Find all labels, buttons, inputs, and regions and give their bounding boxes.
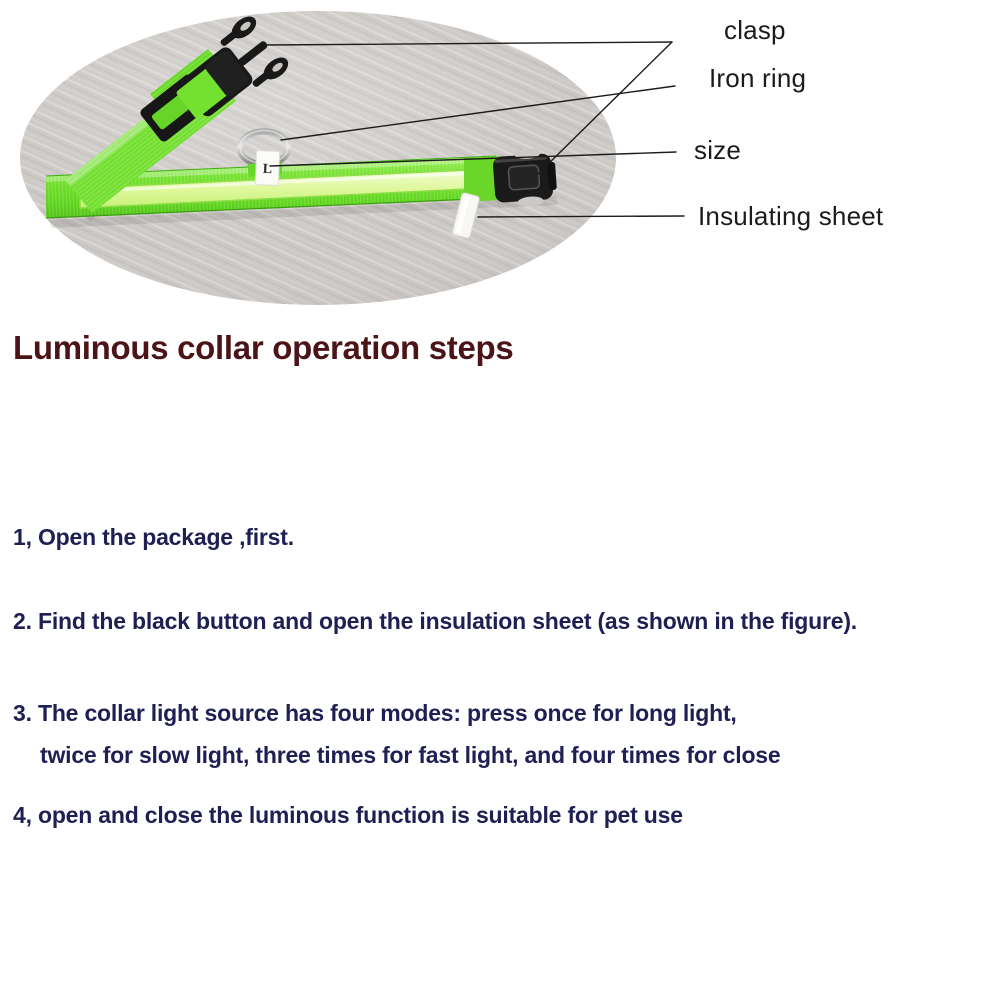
step-3-line-1: 3. The collar light source has four modes: press once for long light, xyxy=(13,700,737,726)
size-tag xyxy=(255,151,279,186)
step-4: 4, open and close the luminous function is suitable for pet use xyxy=(13,802,683,828)
product-photo-section xyxy=(0,0,1000,330)
step-1: 1, Open the package ,first. xyxy=(13,524,294,550)
step-3-line-2: twice for slow light, three times for fast light, and four times for close xyxy=(40,742,781,768)
label-insulating-sheet: Insulating sheet xyxy=(698,201,884,231)
page-title: Luminous collar operation steps xyxy=(13,329,514,366)
size-tag-letter: L xyxy=(262,161,273,178)
product-photo xyxy=(0,0,1000,330)
label-clasp: clasp xyxy=(724,15,786,45)
step-3 xyxy=(13,692,780,776)
label-iron-ring: Iron ring xyxy=(709,63,807,93)
buckle-button xyxy=(508,165,540,190)
leader-line-insulating-sheet xyxy=(478,216,684,217)
label-size: size xyxy=(694,135,742,165)
step-2: 2. Find the black button and open the insulation sheet (as shown in the figure). xyxy=(13,608,857,634)
